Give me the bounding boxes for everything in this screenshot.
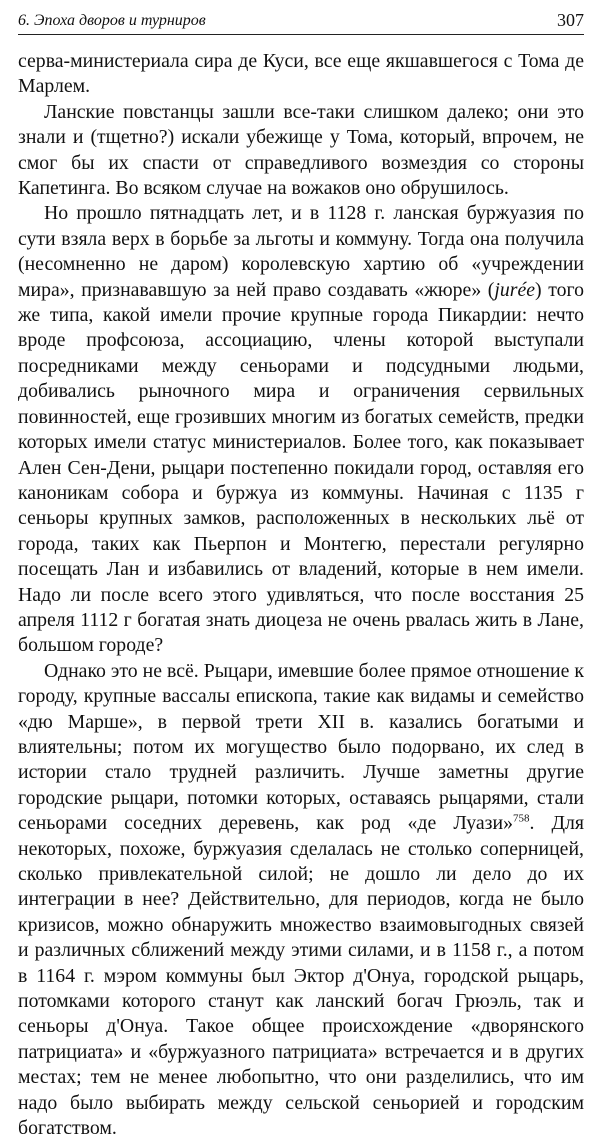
paragraph-bourgeoisie: [18, 201, 584, 658]
paragraph-continuation: серва-министериала сира де Куси, все еще якшавшегося с Тома де Марлем.: [18, 50, 584, 98]
paragraph-rebels: Ланские повстанцы зашли все-таки слишком далеко; они это знали и (тщетно?) искали убежище у Тома, который, впрочем, не смог бы их спасти от справедливого возмездия со стороны Капетинга. Во всяком случае на вожаков оно обрушилось.: [18, 100, 584, 200]
footnote-reference[interactable]: 758: [512, 812, 530, 825]
latin-term-juree: jurée: [494, 278, 536, 301]
running-header: [18, 8, 584, 35]
chapter-running-title: 6. Эпоха дворов и турниров: [18, 12, 206, 29]
paragraph-knights-part1: Однако это не всё. Рыцари, имевшие более прямое отношение к городу, крупные вассалы епископа, такие как видамы и семейство «дю Марше», в первой трети XII в. казались богатыми и влиятельны; потом их могущество было подорвано, их след в истории стало трудней различить. Лучше заметны другие городские рыцари, потомки которых, оставаясь рыцарями, стали сеньорами соседних деревень, как род «де Луази»: [18, 659, 584, 835]
paragraph-bourgeoisie-part1: Но прошло пятнадцать лет, и в 1128 г. ланская буржуазия по сути взяла верх в борьбе за льготы и коммуну. Тогда она получила (несомненно не даром) королевскую хартию об «учреждении мира», признававшую за ней право создавать «жюре» (: [18, 202, 584, 301]
body-text: [18, 49, 584, 1141]
book-page: [18, 8, 585, 1140]
paragraph-knights-part2: . Для некоторых, похоже, буржуазия сделалась не столько соперницей, сколько привлекательной силой; не дошло ли дело до их интеграции в нее? Действительно, для периодов, когда не было кризисов, можно обнаружить множество взаимовыгодных связей и различных сближений между этими силами, и в 1158 г., а потом в 1164 г. мэром коммуны был Эктор д'Онуа, городской рыцарь, потомками которого станут как ланский богач Грюэль, так и сеньоры д'Онуа. Такое общее происхождение «дворянского патрициата» и «буржуазного патрициата» встречается и в других местах; тем не менее любопытно, что они разделились, что им надо было выбирать между сельской сеньорией и городским богатством.: [18, 812, 585, 1140]
paragraph-knights: [18, 659, 584, 1141]
paragraph-bourgeoisie-part2: ) того же типа, какой имели прочие крупные города Пикардии: нечто вроде профсоюза, ассоциацию, члены которой выступали посредниками между сеньорами и подсудными людьми, добивались рыночного мира и ограничения сервильных повинностей, еще грозивших многим из богатых семейств, предки которых имели статус министериалов. Более того, как показывает Ален Сен-Дени, рыцари постепенно покидали город, оставляя его каноникам собора и буржуа из коммуны. Начиная с 1135 г сеньоры крупных замков, расположенных в нескольких льё от города, таких как Пьерпон и Монтегю, перестали регулярно посещать Лан и избавились от владений, которые в нем имели. Надо ли после всего этого удивляться, что после восстания 25 апреля 1112 г богатая знать диоцеза не очень рвалась жить в Лане, большом городе?: [18, 278, 584, 657]
page-number: 307: [557, 10, 584, 30]
